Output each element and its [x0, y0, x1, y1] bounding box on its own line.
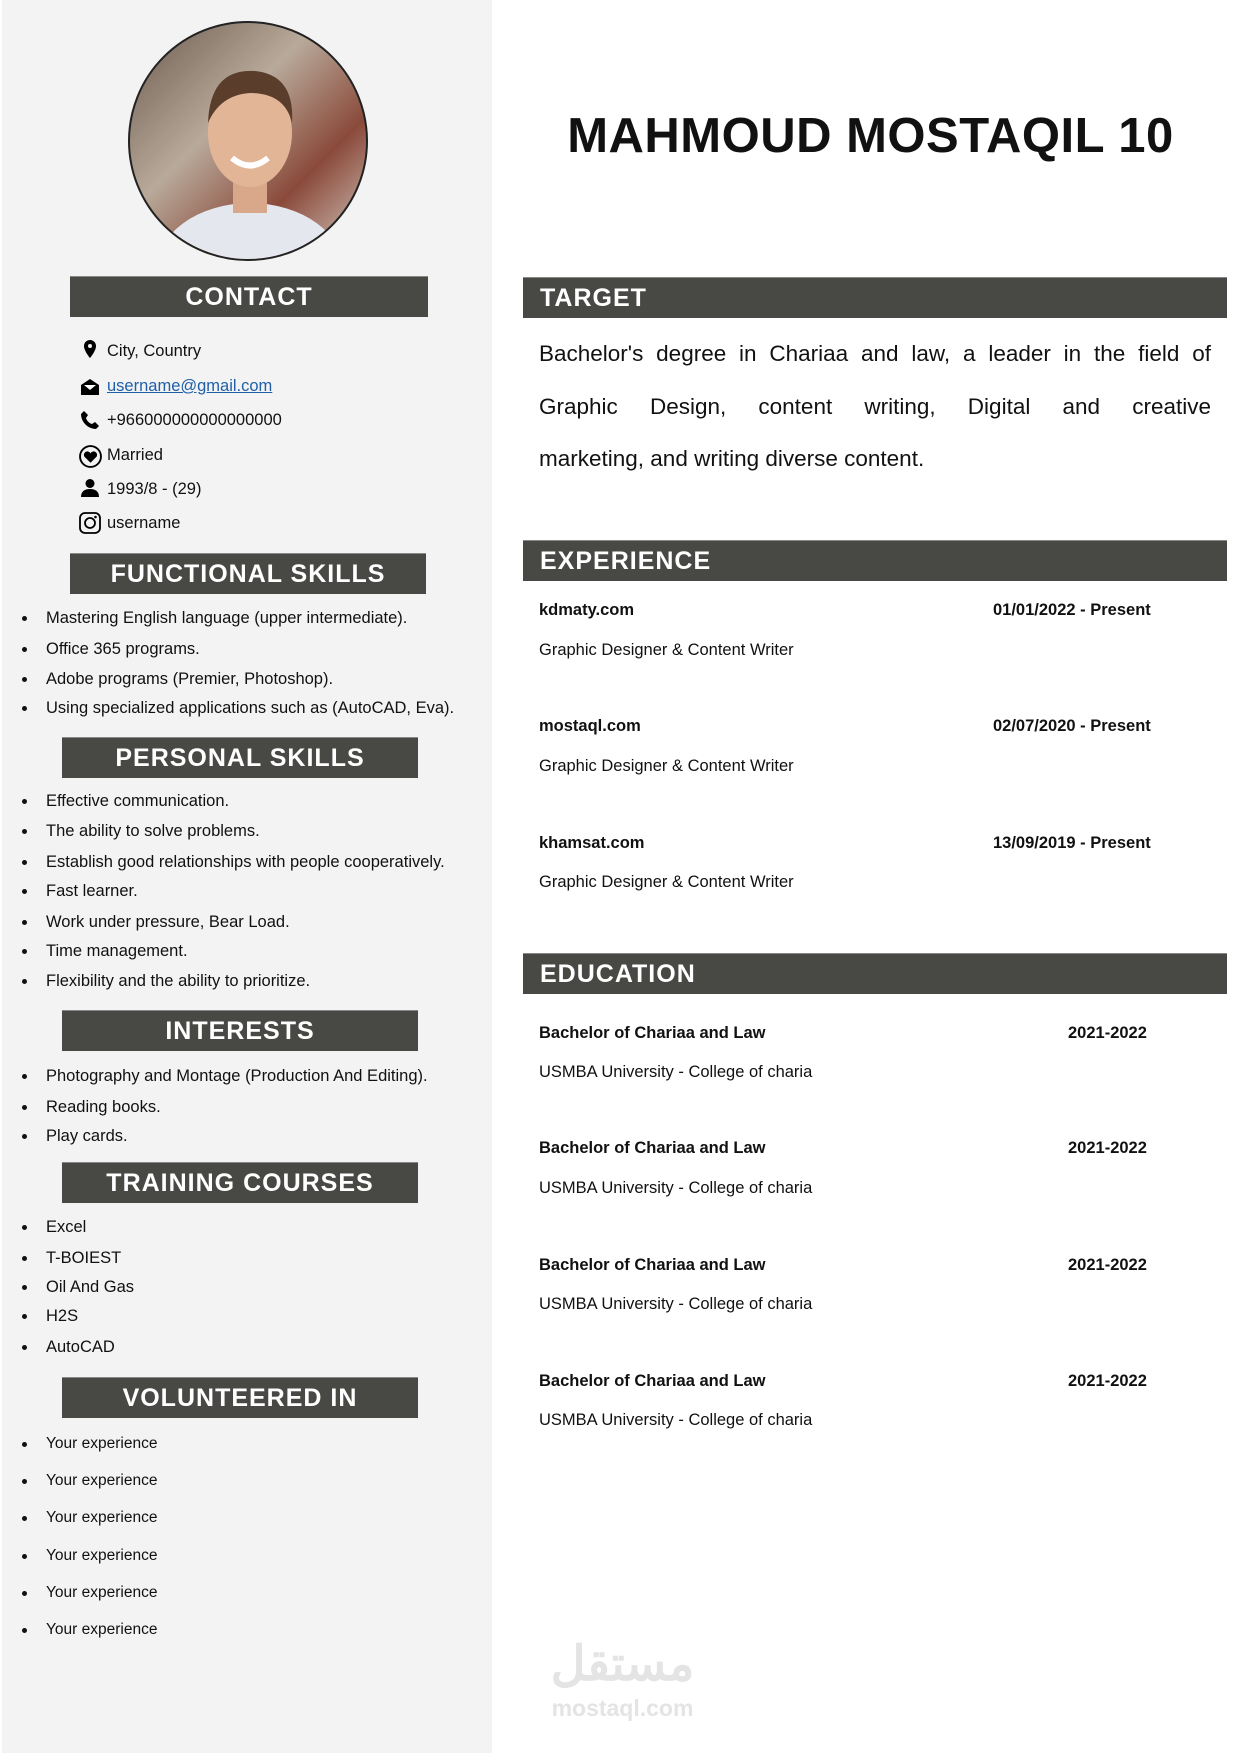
interest-item: Reading books.	[22, 1097, 161, 1117]
experience-company: khamsat.com	[539, 834, 645, 852]
watermark-logo: مستقل	[550, 1638, 695, 1691]
personal-skills-header: PERSONAL SKILLS	[62, 737, 418, 778]
functional-skill-item: Office 365 programs.	[22, 639, 200, 659]
training-item: Oil And Gas	[22, 1277, 134, 1297]
education-school: USMBA University - College of charia	[539, 1411, 813, 1429]
envelope-icon	[80, 377, 100, 397]
interest-item: Play cards.	[22, 1126, 128, 1146]
experience-header: EXPERIENCE	[523, 540, 1227, 581]
volunteer-item: Your experience	[22, 1508, 157, 1528]
education-school: USMBA University - College of charia	[539, 1295, 813, 1313]
education-header: EDUCATION	[523, 953, 1227, 994]
volunteer-item: Your experience	[22, 1620, 157, 1640]
training-item: Excel	[22, 1217, 86, 1237]
education-school: USMBA University - College of charia	[539, 1063, 813, 1081]
contact-birthdate: 1993/8 - (29)	[107, 480, 202, 498]
experience-company: kdmaty.com	[539, 601, 635, 619]
volunteer-item: Your experience	[22, 1434, 157, 1454]
volunteer-item: Your experience	[22, 1583, 157, 1603]
personal-skill-item: Fast learner.	[22, 881, 138, 901]
volunteer-item: Your experience	[22, 1471, 157, 1491]
contact-marital-status: Married	[107, 446, 163, 464]
education-years: 2021-2022	[1068, 1372, 1147, 1390]
personal-skill-item: Establish good relationships with people cooperatively.	[22, 852, 445, 872]
functional-skill-item: Using specialized applications such as (AutoCAD, Eva).	[22, 698, 454, 718]
personal-skill-item: Flexibility and the ability to prioritize.	[22, 971, 310, 991]
target-line: Graphic Design, content writing, Digital and creative	[539, 394, 1211, 419]
volunteer-item: Your experience	[22, 1546, 157, 1566]
education-degree: Bachelor of Chariaa and Law	[539, 1372, 766, 1390]
heart-icon	[79, 445, 102, 468]
training-item: H2S	[22, 1306, 78, 1326]
functional-skill-item: Mastering English language (upper intermediate).	[22, 608, 407, 628]
education-degree: Bachelor of Chariaa and Law	[539, 1256, 766, 1274]
target-line: marketing, and writing diverse content.	[539, 446, 925, 471]
personal-skill-item: Effective communication.	[22, 791, 229, 811]
contact-instagram: username	[107, 514, 181, 532]
phone-icon	[80, 410, 100, 430]
experience-dates: 02/07/2020 - Present	[993, 717, 1151, 735]
education-school: USMBA University - College of charia	[539, 1179, 813, 1197]
education-years: 2021-2022	[1068, 1256, 1147, 1274]
personal-skill-item: Work under pressure, Bear Load.	[22, 912, 290, 932]
education-years: 2021-2022	[1068, 1139, 1147, 1157]
personal-skill-item: Time management.	[22, 941, 188, 961]
experience-role: Graphic Designer & Content Writer	[539, 757, 794, 775]
interest-item: Photography and Montage (Production And Editing).	[22, 1066, 428, 1086]
volunteered-header: VOLUNTEERED IN	[62, 1377, 418, 1418]
contact-header: CONTACT	[70, 276, 428, 317]
contact-location: City, Country	[107, 342, 202, 360]
functional-skill-item: Adobe programs (Premier, Photoshop).	[22, 669, 333, 689]
instagram-icon	[79, 512, 101, 534]
experience-company: mostaql.com	[539, 717, 641, 735]
experience-role: Graphic Designer & Content Writer	[539, 873, 794, 891]
training-item: T-BOIEST	[22, 1248, 121, 1268]
interests-header: INTERESTS	[62, 1010, 418, 1051]
education-degree: Bachelor of Chariaa and Law	[539, 1024, 766, 1042]
contact-phone: +966000000000000000	[107, 411, 282, 429]
watermark-text: mostaql.com	[551, 1695, 694, 1721]
contact-email-link[interactable]: username@gmail.com	[107, 377, 273, 395]
experience-role: Graphic Designer & Content Writer	[539, 641, 794, 659]
profile-photo	[128, 21, 368, 261]
target-line: Bachelor's degree in Chariaa and law, a leader in the field of	[539, 341, 1211, 366]
training-item: AutoCAD	[22, 1337, 115, 1357]
education-years: 2021-2022	[1068, 1024, 1147, 1042]
target-header: TARGET	[523, 277, 1227, 318]
functional-skills-header: FUNCTIONAL SKILLS	[70, 553, 426, 594]
location-pin-icon	[80, 339, 100, 359]
candidate-name: MAHMOUD MOSTAQIL 10	[567, 109, 1174, 163]
education-degree: Bachelor of Chariaa and Law	[539, 1139, 766, 1157]
experience-dates: 13/09/2019 - Present	[993, 834, 1151, 852]
training-courses-header: TRAINING COURSES	[62, 1162, 418, 1203]
person-icon	[80, 478, 100, 498]
personal-skill-item: The ability to solve problems.	[22, 821, 260, 841]
experience-dates: 01/01/2022 - Present	[993, 601, 1151, 619]
